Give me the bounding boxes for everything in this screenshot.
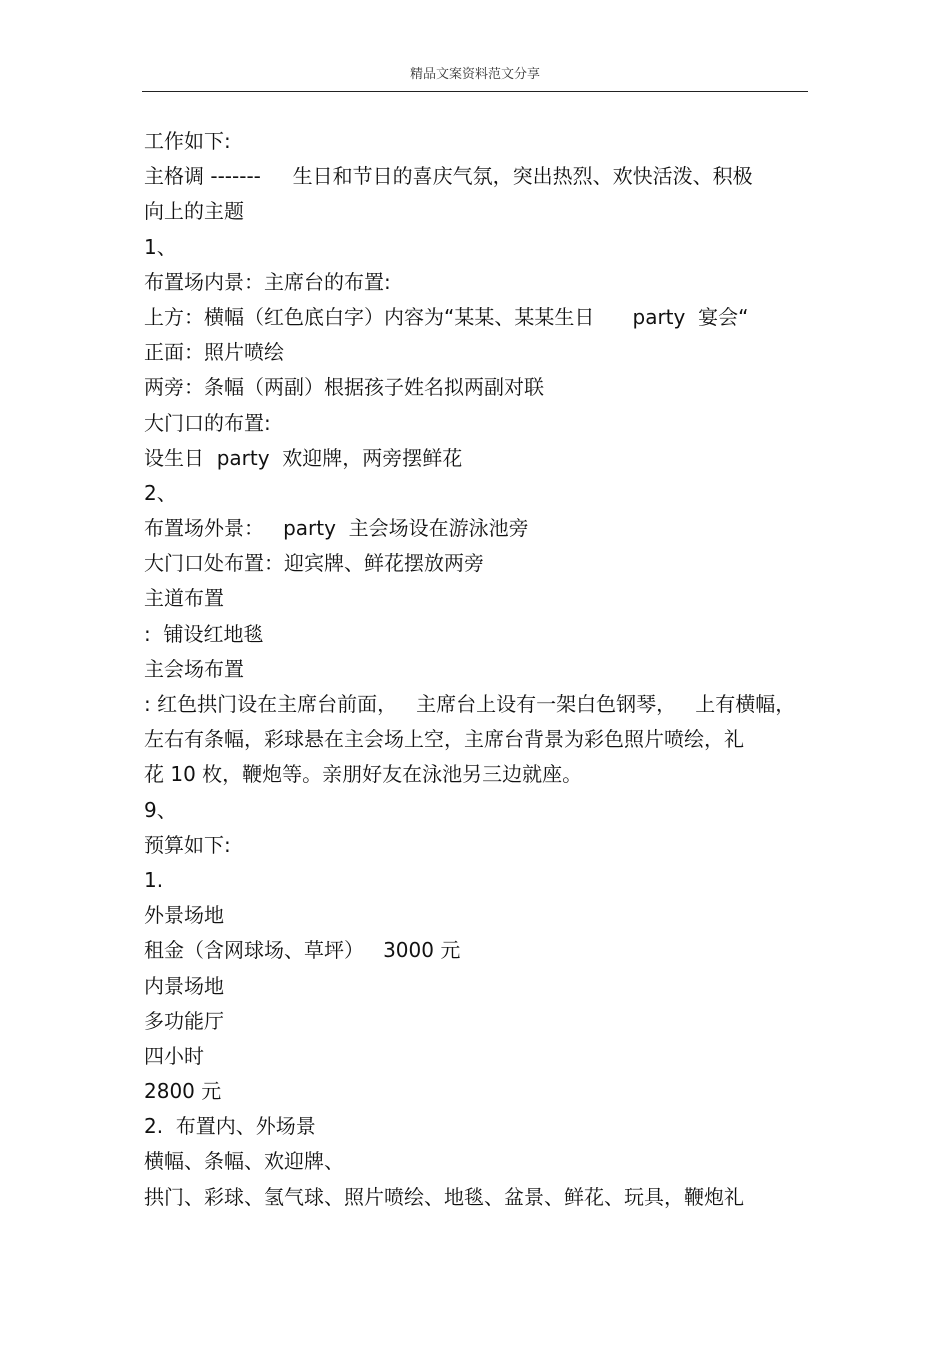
text-line: 向上的主题 [144,199,244,224]
text-line: 内景场地 [144,973,224,998]
text-line: 2800 元 [144,1079,222,1104]
text-line: 1、 [144,234,177,259]
text-line: 9、 [144,797,177,822]
text-line: 1. [144,867,164,892]
text-line: 租金（含网球场、草坪） 3000 元 [144,938,461,963]
text-line: 设生日 party 欢迎牌，两旁摆鲜花 [144,445,463,470]
text-line: 大门口处布置：迎宾牌、鲜花摆放两旁 [144,551,484,576]
text-line: 上方：横幅（红色底白字）内容为“某某、某某生日 party 宴会“ [144,304,749,329]
text-line: 左右有条幅，彩球悬在主会场上空，主席台背景为彩色照片喷绘，礼 [144,727,744,752]
text-line: 主道布置 [144,586,224,611]
text-line: 花 10 枚，鞭炮等。亲朋好友在泳池另三边就座。 [144,762,583,787]
text-line: 预算如下: [144,832,231,857]
text-line: 拱门、彩球、氢气球、照片喷绘、地毯、盆景、鲜花、玩具，鞭炮礼 [144,1184,744,1209]
text-line: 工作如下: [144,129,231,153]
text-line: 主格调 ------- 生日和节日的喜庆气氛，突出热烈、欢快活泼、积极 [144,164,753,189]
text-line: 布置场外景： party 主会场设在游泳池旁 [144,516,529,541]
text-line: 大门口的布置: [144,410,271,435]
text-line: 四小时 [144,1043,204,1068]
text-line: 多功能厅 [144,1008,224,1033]
page-header: 精品文案资料范文分享 [409,67,540,82]
text-line: 2. 布置内、外场景 [144,1114,316,1139]
header-divider [142,91,808,92]
text-line: : 红色拱门设在主席台前面， 主席台上设有一架白色钢琴， 上有横幅， [144,692,796,716]
text-line: 布置场内景：主席台的布置: [144,269,391,294]
text-line: : 铺设红地毯 [144,621,264,646]
text-line: 横幅、条幅、欢迎牌、 [144,1149,344,1174]
text-line: 两旁：条幅（两副）根据孩子姓名拟两副对联 [144,375,544,400]
text-line: 正面：照片喷绘 [144,340,284,365]
document-body [144,124,824,1215]
text-line: 2、 [144,480,177,505]
text-line: 外景场地 [144,903,224,928]
text-line: 主会场布置 [144,656,244,681]
